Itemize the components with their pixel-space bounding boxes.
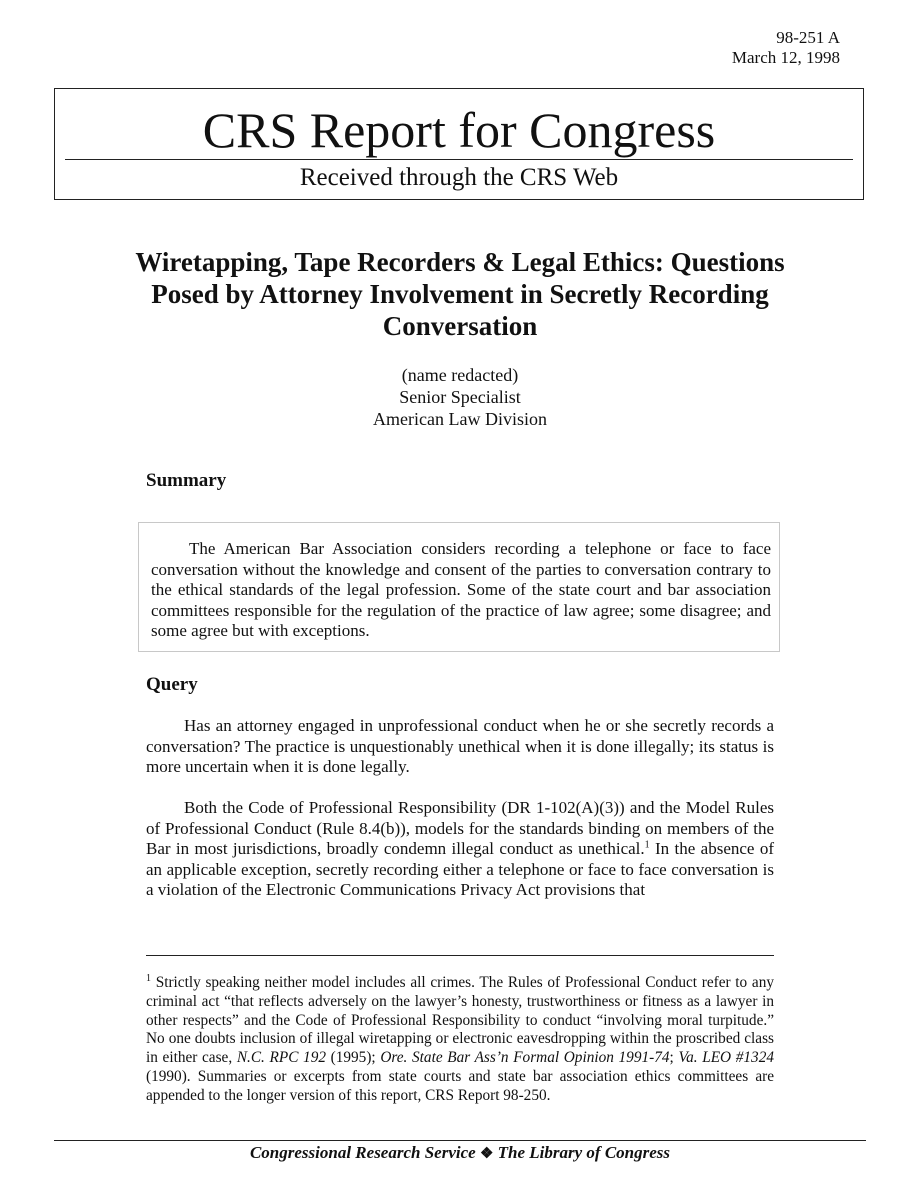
masthead <box>54 88 864 200</box>
footer-crs: Congressional Research Service <box>249 1143 476 1162</box>
footer-library: The Library of Congress <box>497 1143 671 1162</box>
summary-heading: Summary <box>146 470 227 491</box>
footnote-citation-2: Ore. State Bar Ass’n Formal Opinion 1991-74 <box>380 1049 670 1067</box>
footnote-text-3: ; <box>669 1049 679 1067</box>
footnote-text-2: (1995); <box>326 1049 381 1067</box>
report-header-info <box>732 28 840 68</box>
footnote-1 <box>146 974 774 1106</box>
summary-box <box>138 522 780 652</box>
footnote-text-4: (1990). Summaries or excerpts from state courts and state bar association ethics committees are appended to the longer version of this report, CRS Report 98-250. <box>146 1067 774 1104</box>
footnote-number: 1 <box>146 972 151 984</box>
masthead-divider <box>65 159 853 160</box>
query-paragraph-2-text-b: In the absence of an applicable exception, secretly recording either a telephone or face to face conversation is a violation of the Electronic Communications Privacy Act provisions that <box>146 839 774 899</box>
footnote-citation-3: Va. LEO #1324 <box>678 1049 774 1067</box>
footer-divider <box>54 1140 866 1141</box>
author-block <box>260 364 660 430</box>
query-paragraph-2-text-a: Both the Code of Professional Responsibility (DR 1-102(A)(3)) and the Model Rules of Professional Conduct (Rule 8.4(b)), models for the standards binding on members of the Bar in most jurisdictions, broadly condemn illegal conduct as unethical. <box>146 798 774 858</box>
author-division: American Law Division <box>373 409 547 429</box>
footnote-citation-1: N.C. RPC 192 <box>236 1049 326 1067</box>
report-date: March 12, 1998 <box>731 48 840 67</box>
query-heading: Query <box>146 674 198 695</box>
report-number: 98-251 A <box>776 28 840 47</box>
page-footer <box>0 1143 920 1163</box>
summary-text: The American Bar Association considers recording a telephone or face to face conversation without the knowledge and consent of the parties to conversation contrary to the ethical standards of the legal profession. Some of the state court and bar association committees responsible for the regulation of the practice of law agree; some disagree; and some agree but with exceptions. <box>151 539 771 640</box>
author-name: (name redacted) <box>401 365 519 385</box>
footnote-text-1: Strictly speaking neither model includes all crimes. The Rules of Professional Conduct refer to any criminal act “that reflects adversely on the lawyer’s honesty, trustworthiness or fitness as a lawyer in other respects” and the Code of Professional Responsibility to conduct “involving moral turpitude.” No one doubts inclusion of illegal wiretapping or electronic eavesdropping within the proscribed class in either case, <box>146 974 774 1067</box>
author-title: Senior Specialist <box>399 387 521 407</box>
query-paragraph-1: Has an attorney engaged in unprofessional conduct when he or she secretly records a conversation? The practice is unquestionably unethical when it is done illegally; its status is more uncertain when it is done legally. <box>146 716 774 776</box>
query-paragraph-2 <box>146 798 774 901</box>
diamond-ornament-icon: ❖ <box>479 1146 494 1162</box>
document-title: Wiretapping, Tape Recorders & Legal Ethics: Questions Posed by Attorney Involvement in Secretly Recording Conversation <box>135 247 785 341</box>
footnote-reference[interactable]: 1 <box>644 839 650 851</box>
masthead-title: CRS Report for Congress <box>202 102 716 158</box>
footnote-divider <box>146 955 774 956</box>
masthead-subtitle: Received through the CRS Web <box>299 164 619 191</box>
